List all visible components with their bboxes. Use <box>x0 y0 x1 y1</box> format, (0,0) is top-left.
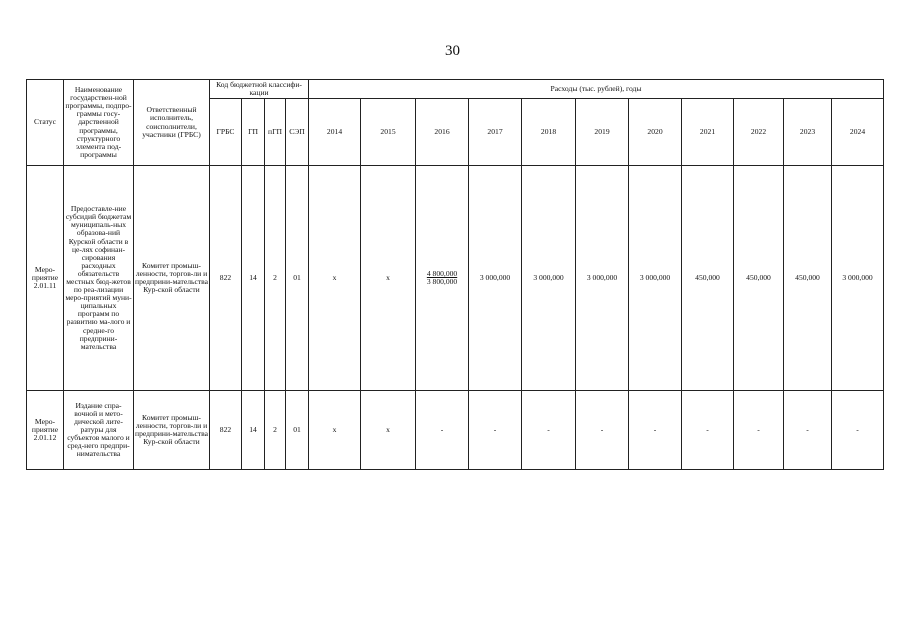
new-value: 3 800,000 <box>426 277 458 286</box>
header-status: Статус <box>27 80 64 166</box>
row-executor: Комитет промыш-ленности, торгов-ли и предприни-мательства Кур-ской области <box>134 166 210 391</box>
row-value-2014: x <box>309 166 361 391</box>
table-row <box>27 166 884 391</box>
header-year: 2014 <box>309 99 361 166</box>
row-value-2024: 3 000,000 <box>832 166 884 391</box>
row-value-2021: 450,000 <box>682 166 734 391</box>
row-value-2017: 3 000,000 <box>469 166 522 391</box>
row-value-2023: - <box>784 391 832 470</box>
row-status: Меро- приятие 2.01.12 <box>27 391 64 470</box>
row-value-2022: 450,000 <box>734 166 784 391</box>
row-status: Меро- приятие 2.01.11 <box>27 166 64 391</box>
header-year: 2021 <box>682 99 734 166</box>
row-value-2022: - <box>734 391 784 470</box>
row-sep: 01 <box>286 166 309 391</box>
row-value-2015: x <box>361 166 416 391</box>
old-value: 4 800,000 <box>426 268 458 278</box>
row-value-2019: - <box>576 391 629 470</box>
header-expenses: Расходы (тыс. рублей), годы <box>309 80 884 99</box>
header-name: Наименование государствен-ной программы, подпро-граммы госу-дарственной программы, структурного элемента под-программы <box>64 80 134 166</box>
amended-value <box>427 270 457 286</box>
header-year: 2015 <box>361 99 416 166</box>
row-sep: 01 <box>286 391 309 470</box>
header-year: 2022 <box>734 99 784 166</box>
header-pgp: пГП <box>265 99 286 166</box>
header-grbs: ГРБС <box>210 99 242 166</box>
row-name: Предоставле-ние субсидий бюджетам муниципаль-ных образова-ний Курской области в це-лях софинан-сирования расходных обязательств местных бюд-жетов по реа-лизации меро-приятий муни-ципальных программ по развитию ма-лого и средне-го предприни-мательства <box>64 166 134 391</box>
header-row-top <box>27 80 884 99</box>
row-name: Издание спра-вочной и мето-дической лите-ратуры для субъектов малого и сред-него предпри-нимательства <box>64 391 134 470</box>
row-value-2023: 450,000 <box>784 166 832 391</box>
row-value-2018: 3 000,000 <box>522 166 576 391</box>
header-year: 2020 <box>629 99 682 166</box>
row-executor: Комитет промыш-ленности, торгов-ли и предприни-мательства Кур-ской области <box>134 391 210 470</box>
table-row <box>27 391 884 470</box>
row-value-2018: - <box>522 391 576 470</box>
row-gp: 14 <box>242 391 265 470</box>
header-year: 2018 <box>522 99 576 166</box>
row-value-2016: - <box>416 391 469 470</box>
header-gp: ГП <box>242 99 265 166</box>
row-pgp: 2 <box>265 166 286 391</box>
row-pgp: 2 <box>265 391 286 470</box>
row-value-2019: 3 000,000 <box>576 166 629 391</box>
row-value-2015: x <box>361 391 416 470</box>
header-year: 2016 <box>416 99 469 166</box>
row-value-2017: - <box>469 391 522 470</box>
header-year: 2017 <box>469 99 522 166</box>
header-year: 2019 <box>576 99 629 166</box>
row-value-2021: - <box>682 391 734 470</box>
row-value-2024: - <box>832 391 884 470</box>
header-executor: Ответственный исполнитель, соисполнители, участники (ГРБС) <box>134 80 210 166</box>
row-gp: 14 <box>242 166 265 391</box>
row-value-2020: 3 000,000 <box>629 166 682 391</box>
row-grbs: 822 <box>210 391 242 470</box>
row-value-2016 <box>416 166 469 391</box>
header-budget-code: Код бюджетной классифи-кации <box>210 80 309 99</box>
row-value-2020: - <box>629 391 682 470</box>
row-value-2014: x <box>309 391 361 470</box>
budget-table <box>26 79 884 470</box>
header-sep: СЭП <box>286 99 309 166</box>
header-year: 2023 <box>784 99 832 166</box>
page-number: 30 <box>445 43 460 59</box>
header-year: 2024 <box>832 99 884 166</box>
row-grbs: 822 <box>210 166 242 391</box>
